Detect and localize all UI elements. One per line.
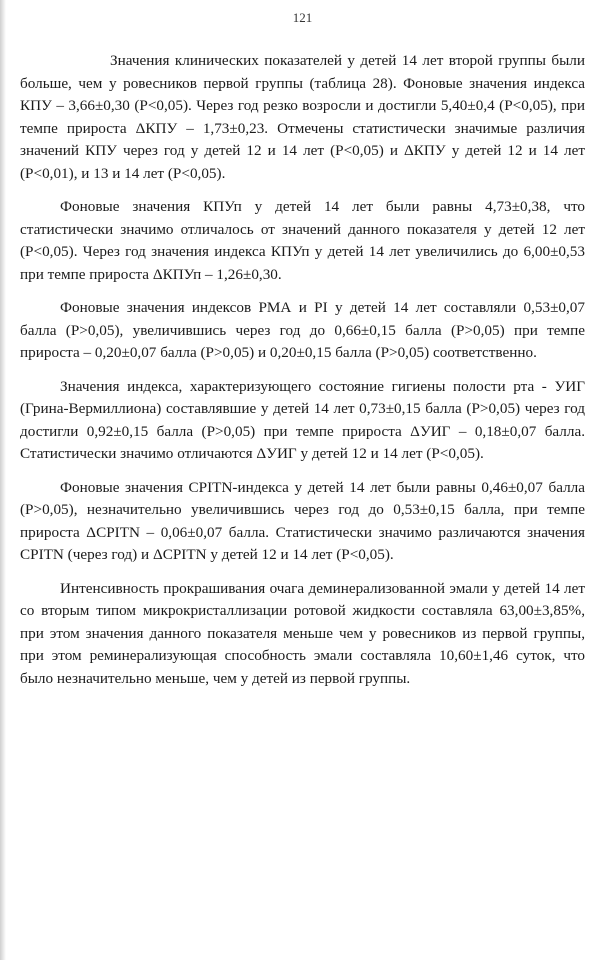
paragraph-pma-pi-index: Фоновые значения индексов РМА и PI у детей 14 лет составляли 0,53±0,07 балла (P>0,05), увеличившись через год до 0,66±0,15 балла (P>0,05) при темпе прироста – 0,20±0,07 балла (P>0,05) и 0,20±0,15 балла (P>0,05) соответственно.: [20, 299, 585, 361]
paragraph-kpup-index: Фоновые значения КПУп у детей 14 лет были равны 4,73±0,38, что статистически значимо отличалось от значений данного показателя у детей 12 лет (P<0,05). Через год значения индекса КПУп у детей 14 лет увеличились до 6,00±0,53 при темпе прироста ΔКПУп – 1,26±0,30.: [20, 198, 585, 283]
page-number: 121: [292, 10, 313, 25]
paragraph-clinical-indicators: Значения клинических показателей у детей 14 лет второй группы были больше, чем у ровесников первой группы (таблица 28). Фоновые значения индекса КПУ – 3,66±0,30 (P<0,05). Через год резко возросли и достигли 5,40±0,4 (P<0,05), при темпе прироста ΔКПУ – 1,73±0,23. Отмечены статистически значимые различия значений КПУ через год у детей 12 и 14 лет (P<0,05) и ΔКПУ у детей 12 и 14 лет (P<0,01), и 13 и 14 лет (P<0,05).: [20, 52, 585, 182]
paragraph-enamel-staining: Интенсивность прокрашивания очага деминерализованной эмали у детей 14 лет со вторым типом микрокристаллизации ротовой жидкости составляла 63,00±3,85%, при этом значения данного показателя меньше чем у ровесников из первой группы, при этом реминерализующая способность эмали составляла 10,60±1,46 суток, что было незначительно меньше, чем у детей из первой группы.: [20, 579, 585, 687]
scan-edge-shadow: [0, 0, 6, 960]
body-text: [20, 50, 585, 701]
paragraph-cpitn-index: Фоновые значения CPITN-индекса у детей 14 лет были равны 0,46±0,07 балла (P>0,05), незначительно увеличившись через год до 0,53±0,15 балла, при темпе прироста ΔCPITN – 0,06±0,07 балла. Статистически значимо различаются значения CPITN (через год) и ΔCPITN у детей 12 и 14 лет (P<0,05).: [20, 478, 585, 563]
paragraph-oral-hygiene-index: Значения индекса, характеризующего состояние гигиены полости рта - УИГ (Грина-Вермиллиона) составлявшие у детей 14 лет 0,73±0,15 балла (P>0,05) через год достигли 0,92±0,15 балла (P>0,05) при темпе прироста ΔУИГ – 0,18±0,07 балла. Статистически значимо отличаются ΔУИГ у детей 12 и 14 лет (P<0,05).: [20, 377, 585, 462]
